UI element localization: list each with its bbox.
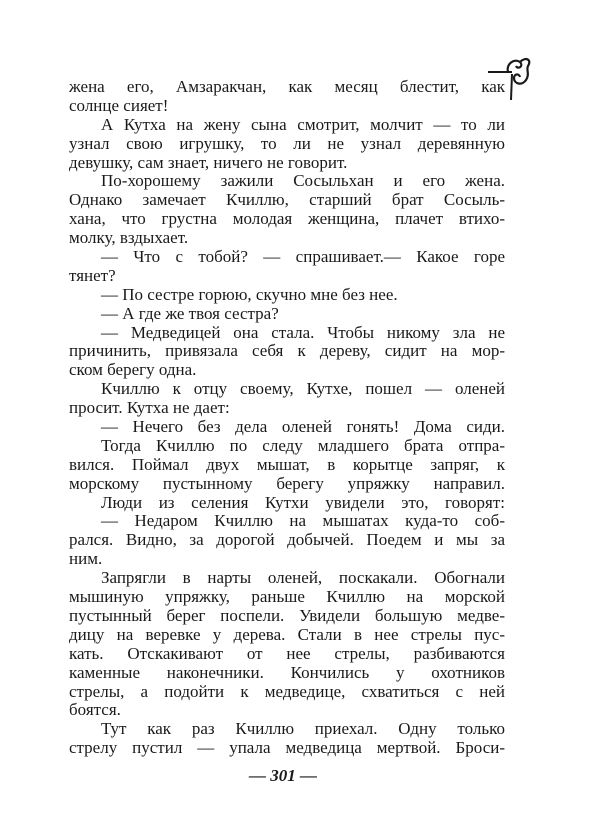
text-line: девушку, сам знает, ничего не говорит. <box>69 152 348 172</box>
text-line: кать. Отскакивают от нее стрелы, разбиваются <box>69 643 505 663</box>
text-line: вился. Поймал двух мышат, в корытце запряг, к <box>69 454 505 474</box>
text-line: мышиную упряжку, раньше Кчиллю на морской <box>69 587 505 607</box>
paragraph-first-line: — Что с тобой? — спрашивает.— Какое горе <box>101 247 505 267</box>
paragraph-first-line: — По сестре горюю, скучно мне без нее. <box>101 284 398 304</box>
paragraph-first-line: Тут как раз Кчиллю приехал. Одну только <box>101 719 505 739</box>
page-number: — 301 — <box>249 766 317 785</box>
paragraph-first-line: Тогда Кчиллю по следу младшего брата отпра- <box>101 435 505 455</box>
text-line: хана, что грустна молодая женщина, плачет втихо- <box>69 209 505 229</box>
paragraph-first-line: Кчиллю к отцу своему, Кутхе, пошел — оленей <box>101 379 505 399</box>
text-line: ним. <box>69 549 103 569</box>
paragraph-first-line: По-хорошему зажили Сосыльхан и его жена. <box>101 171 505 191</box>
body-text <box>69 78 505 758</box>
text-line: дицу на веревке у дерева. Стали в нее стрелы пус- <box>69 624 505 644</box>
text-line: тянет? <box>69 265 116 285</box>
paragraph-first-line: — А где же твоя сестра? <box>101 303 279 323</box>
paragraph-first-line: Люди из селения Кутхи увидели это, говорят: <box>101 492 505 512</box>
text-line: пустынный берег поспели. Увидели большую медве- <box>69 605 505 625</box>
text-line: узнал свою игрушку, то ли не узнал деревянную <box>69 133 505 153</box>
paragraph-first-line: — Нечего без дела оленей гонять! Дома сиди. <box>101 417 505 437</box>
text-line: стрелы, а подойти к медведице, схватиться с ней <box>69 681 505 701</box>
text-line: каменные наконечники. Кончились у охотников <box>69 662 505 682</box>
text-line: солнце сияет! <box>69 95 169 115</box>
paragraph-first-line: — Недаром Кчиллю на мышатах куда-то соб- <box>101 511 505 531</box>
text-line: причинить, привязала себя к дереву, сидит на мор- <box>69 341 505 361</box>
text-line: просит. Кутха не дает: <box>69 398 230 418</box>
text-line: стрелу пустил — упала медведица мертвой. Броси- <box>69 738 505 758</box>
paragraph-first-line: — Медведицей она стала. Чтобы никому зла не <box>101 322 505 342</box>
text-line: боятся. <box>69 700 121 720</box>
paragraph-first-line: жена его, Амзаракчан, как месяц блестит, как <box>69 77 505 96</box>
text-line: молку, вздыхает. <box>69 228 189 248</box>
text-line: морскому пустынному берегу упряжку направил. <box>69 473 505 493</box>
paragraph-first-line: А Кутха на жену сына смотрит, молчит — то ли <box>101 114 505 134</box>
text-line: Однако замечает Кчиллю, старший брат Сосыль- <box>69 190 505 210</box>
paragraph-first-line: Запрягли в нарты оленей, поскакали. Обогнали <box>101 568 505 588</box>
text-line: ском берегу одна. <box>69 360 197 380</box>
text-line: рался. Видно, за дорогой добычей. Поедем и мы за <box>69 530 505 550</box>
